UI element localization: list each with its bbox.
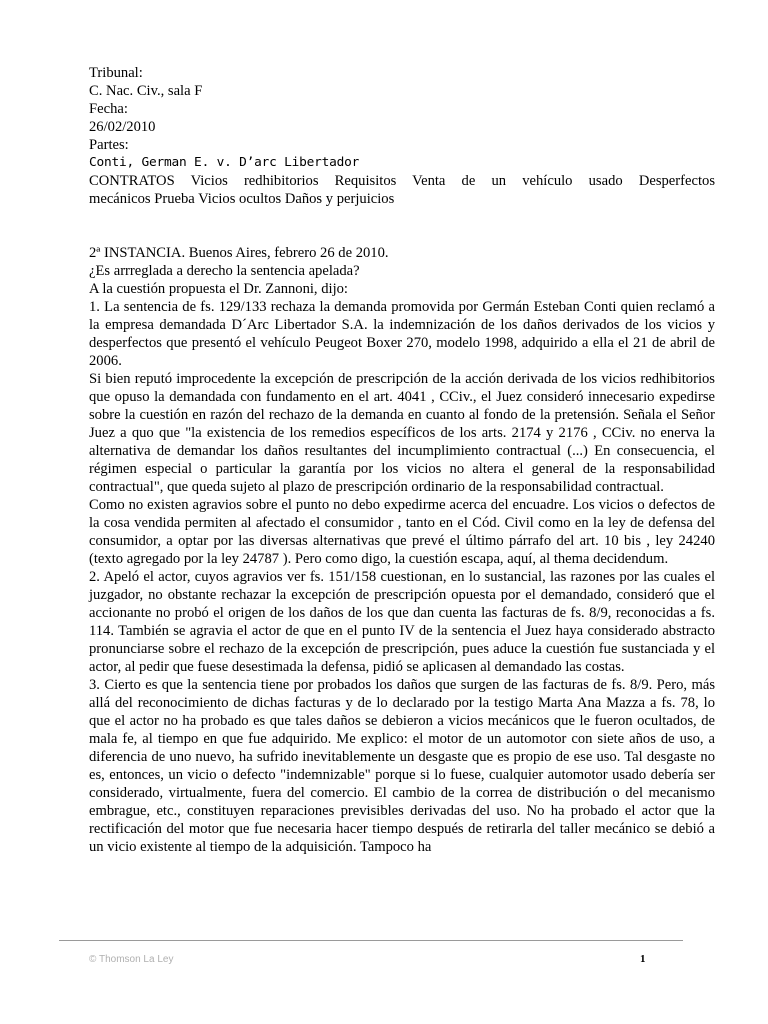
fecha-label: Fecha:: [89, 101, 128, 117]
paragraph: Como no existen agravios sobre el punto no debo expedirme acerca del encuadre. Los vicios o defectos de la cosa vendida permiten al afectado el consumidor , tanto en el Cód. Civil como en la ley de defensa del consumidor, a optar por las diversas alternativas que prevé el último párrafo del art. 10 bis , ley 24240 (texto agregado por la ley 24787 ). Pero como digo, la cuestión escapa, aquí, al thema decidendum.: [89, 497, 715, 567]
tribunal-label: Tribunal:: [89, 65, 143, 81]
cuestion-line: A la cuestión propuesta el Dr. Zannoni, dijo:: [89, 281, 348, 297]
paragraph: 1. La sentencia de fs. 129/133 rechaza la demanda promovida por Germán Esteban Conti quien reclamó a la empresa demandada D´Arc Libertador S.A. la indemnización de los daños derivados de los vicios y desperfectos que presentó el vehículo Peugeot Boxer 270, modelo 1998, adquirido a ella el 21 de abril de 2006.: [89, 299, 715, 369]
partes-label: Partes:: [89, 137, 129, 153]
paragraph: 3. Cierto es que la sentencia tiene por probados los daños que surgen de las facturas de fs. 8/9. Pero, más allá del reconocimiento de dichas facturas y de lo declarado por la testigo Marta Ana Mazza a fs. 78, lo que el actor no ha probado es que tales daños se debieron a vicios mecánicos que le fueron ocultados, de mala fe, al tiempo en que fue adquirido. Me explico: el motor de un automotor con siete años de uso, a diferencia de uno nuevo, ha sufrido inevitablemente un desgaste que es propio de ese uso. Tal desgaste no es, entonces, un vicio o defecto "indemnizable" porque si lo fuese, cualquier automotor usado debería ser considerado, virtualmente, fuera del comercio. El cambio de la correa de distribución o del mecanismo embrague, etc., constituyen reparaciones previsibles derivadas del uso. No ha probado el actor que la rectificación del motor que fue necesaria hacer tiempo después de retirarla del taller mecánico se debió a un vicio existente al tiempo de la adquisición. Tampoco ha: [89, 677, 715, 855]
fecha-value: 26/02/2010: [89, 119, 156, 135]
instancia-line: 2ª INSTANCIA. Buenos Aires, febrero 26 de 2010.: [89, 245, 389, 261]
paragraph: Si bien reputó improcedente la excepción de prescripción de la acción derivada de los vicios redhibitorios que opuso la demandada con fundamento en el art. 4041 , CCiv., el Juez consideró innecesario expedirse sobre la cuestión en razón del rechazo de la demanda en cuanto al fondo de la pretensión. Señala el Señor Juez a quo que "la existencia de los remedios específicos de los arts. 2174 y 2176 , CCiv. no enerva la alternativa de demandar los daños resultantes del incumplimiento contractual (...) En consecuencia, el régimen especial o particular la garantía por los vicios no altera el general de la responsabilidad contractual", que queda sujeto al plazo de prescripción ordinario de la responsabilidad contractual.: [89, 371, 715, 495]
tribunal-value: C. Nac. Civ., sala F: [89, 83, 203, 99]
page-number: 1: [640, 953, 646, 965]
document-page: [89, 64, 715, 856]
case-header: [89, 64, 715, 208]
question-line: ¿Es arrreglada a derecho la sentencia apelada?: [89, 263, 360, 279]
footer-divider: [59, 940, 683, 941]
voices-line: mecánicos Prueba Vicios ocultos Daños y perjuicios: [89, 191, 395, 207]
voices-line: CONTRATOS Vicios redhibitorios Requisitos Venta de un vehículo usado Desperfectos: [89, 173, 715, 189]
footer-copyright: © Thomson La Ley: [89, 954, 174, 965]
paragraph: 2. Apeló el actor, cuyos agravios ver fs. 151/158 cuestionan, en lo sustancial, las razones por las cuales el juzgador, no obstante rechazar la excepción de prescripción opuesta por el demandado, consideró que el accionante no probó el origen de los daños de los que dan cuenta las facturas de fs. 8/9, reconocidas a fs. 114. También se agravia el actor de que en el punto IV de la sentencia el Juez haya considerado abstracto pronunciarse sobre el rechazo de la excepción de prescripción, pues aduce la cuestión fue sustanciada y el actor, al pedir que fuese desestimada la defensa, pidió se aplicasen al demandado las costas.: [89, 569, 715, 675]
sentence-body: [89, 244, 715, 856]
spacer: [89, 208, 715, 244]
partes-value: Conti, German E. v. D’arc Libertador: [89, 155, 360, 170]
